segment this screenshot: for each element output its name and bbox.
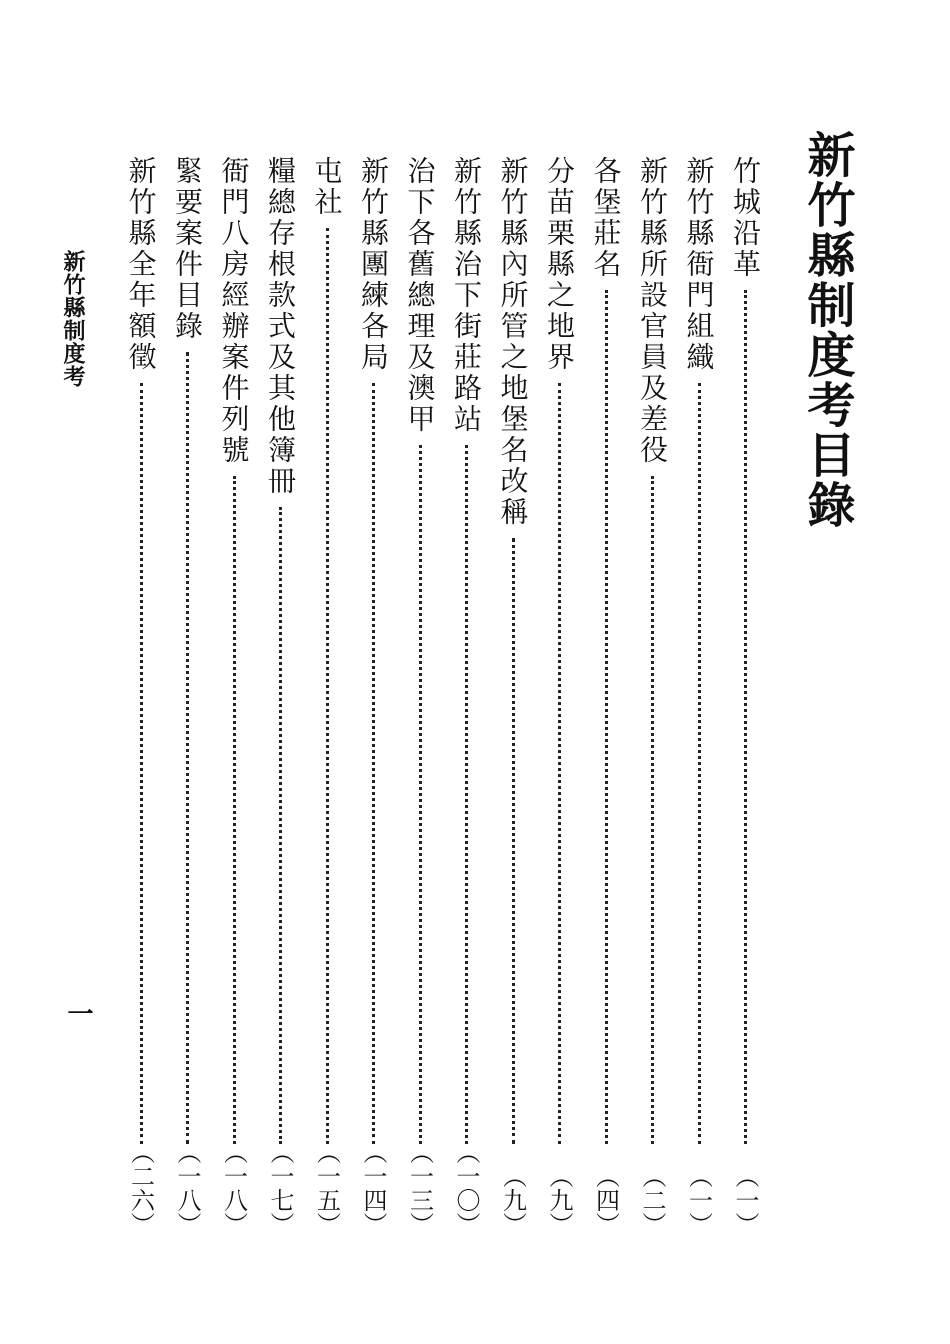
dot-leader — [419, 445, 422, 1144]
toc-entry — [542, 156, 576, 1236]
toc-entry-label: 屯社 — [310, 156, 344, 218]
dot-leader — [279, 507, 282, 1144]
toc-entry — [449, 156, 483, 1236]
toc-entry-page: （二） — [638, 1164, 666, 1236]
toc-entry-label: 新竹縣全年額徵 — [124, 156, 158, 373]
toc-entry-page: （一七） — [266, 1140, 294, 1236]
toc-entry-label: 糧總存根款式及其他簿冊 — [264, 156, 297, 497]
toc-entry-label: 新竹縣所設官員及差役 — [636, 156, 669, 466]
toc-entry — [635, 156, 669, 1236]
dot-leader — [465, 445, 468, 1144]
toc-entry-page: （一八） — [219, 1140, 248, 1236]
toc-entry — [263, 156, 297, 1236]
toc-entry-page: （一三） — [405, 1140, 434, 1236]
dot-leader — [326, 228, 329, 1144]
toc-entry-label: 分苗栗縣之地界 — [543, 156, 576, 373]
toc-entry-page: （九） — [545, 1164, 573, 1236]
toc-entry — [170, 156, 204, 1236]
toc-entry — [403, 156, 437, 1236]
toc-entry-page: （一八） — [173, 1140, 201, 1236]
toc-entry-label: 新竹縣內所管之地堡名改稱 — [496, 156, 530, 528]
dot-leader — [512, 538, 515, 1144]
dot-leader — [372, 383, 375, 1144]
page-title: 新竹縣制度考目錄 — [799, 130, 855, 530]
dot-leader — [605, 290, 608, 1144]
toc-entry-label: 新竹縣衙門組織 — [682, 156, 716, 373]
toc-entry — [728, 156, 762, 1236]
toc-entry — [124, 156, 158, 1236]
toc-entry-page: （一） — [731, 1164, 759, 1236]
dot-leader — [698, 383, 701, 1144]
toc-entry — [217, 156, 251, 1236]
toc-entry-page: （一五） — [312, 1140, 341, 1236]
dot-leader — [744, 290, 747, 1144]
toc-entry-page: （二六） — [126, 1140, 155, 1236]
dot-leader — [186, 352, 189, 1144]
running-head: 新竹縣制度考 — [60, 250, 86, 388]
toc-entry-page: （一四） — [359, 1140, 387, 1236]
dot-leader — [140, 383, 143, 1144]
toc-entry — [356, 156, 390, 1236]
dot-leader — [651, 476, 654, 1144]
dot-leader — [558, 383, 561, 1144]
toc-entry — [682, 156, 716, 1236]
toc-entry — [496, 156, 530, 1236]
toc-entry-label: 竹城沿革 — [729, 156, 762, 280]
toc-entry-label: 緊要案件目錄 — [171, 156, 204, 342]
toc-entry-label: 新竹縣治下街莊路站 — [450, 156, 483, 435]
toc-entry-label: 治下各舊總理及澳甲 — [403, 156, 437, 435]
toc-entry-page: （一） — [684, 1164, 713, 1236]
page-number: 一 — [63, 1000, 93, 1026]
toc-entry-page: （一〇） — [452, 1140, 480, 1236]
toc-entry-label: 各堡莊名 — [589, 156, 623, 280]
toc-entry-page: （九） — [498, 1164, 527, 1236]
toc-entry — [310, 156, 344, 1236]
dot-leader — [233, 476, 236, 1144]
toc-entry-label: 新竹縣團練各局 — [357, 156, 390, 373]
toc-entry-page: （四） — [591, 1164, 620, 1236]
toc-entry-label: 衙門八房經辦案件列號 — [217, 156, 251, 466]
toc-entry — [589, 156, 623, 1236]
